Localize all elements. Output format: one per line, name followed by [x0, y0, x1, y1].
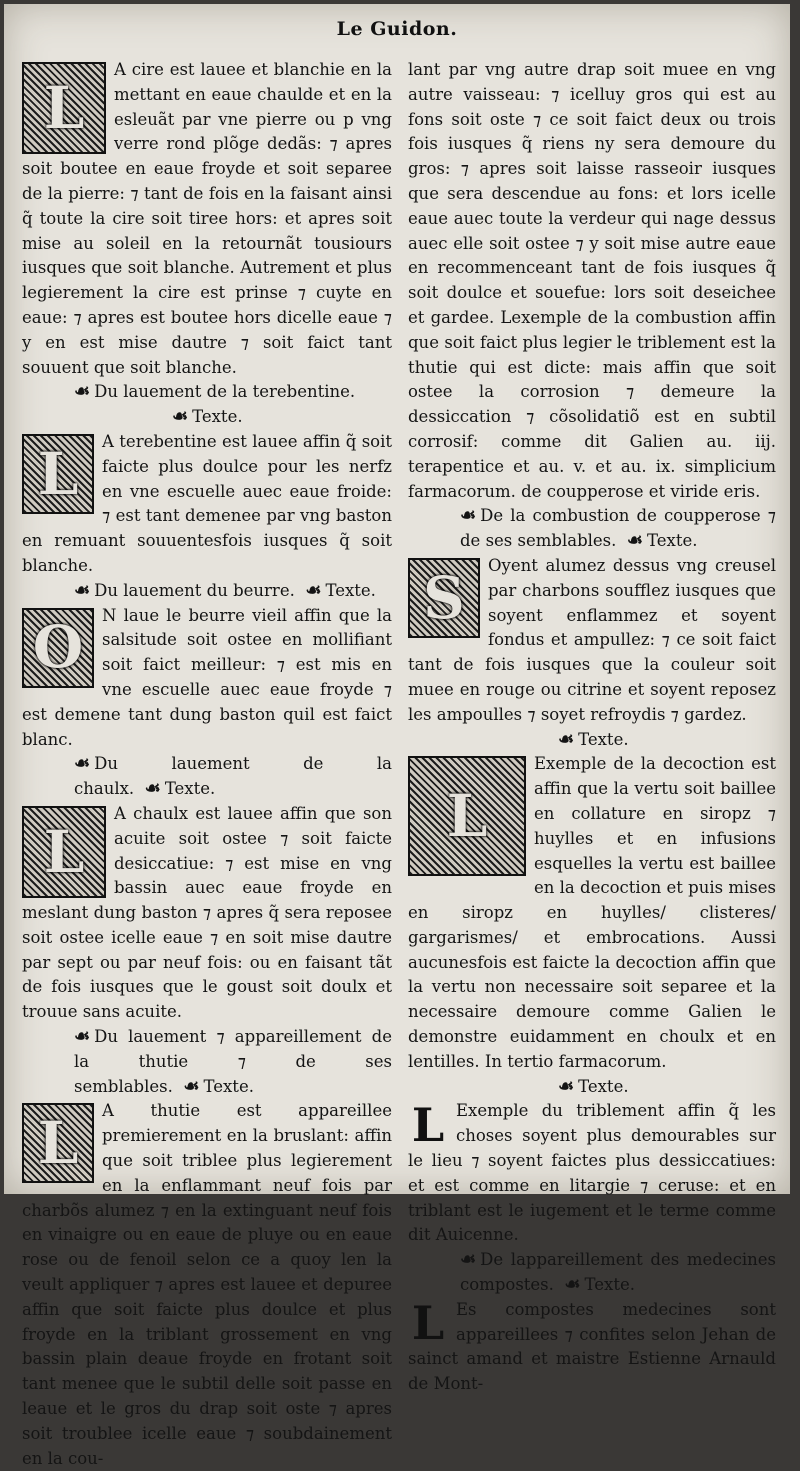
left-column — [22, 58, 392, 1471]
pilcrow-icon: ☙ — [74, 579, 91, 601]
section-heading: ☙ Du lauement de la terebentine. — [74, 381, 356, 403]
decorated-initial: L — [22, 434, 94, 514]
plain-initial: L — [411, 1296, 445, 1351]
paragraph: L Es compostes medecines sont appareillees ⁊ confites selon Jehan de sainct amand et maistre Estienne Arnauld de Mont- — [408, 1296, 776, 1394]
paragraph: L Exemple du triblement affin q̃ les choses soyent plus demourables sur le lieu ⁊ soyent faictes plus dessiccatiues: et est comme en litargie ⁊ ceruse: et en triblant est le iugement et le terme comme dit Auicenne. — [408, 1098, 776, 1245]
running-head: Le Guidon. — [336, 18, 458, 40]
pilcrow-icon: ☙ — [305, 579, 322, 601]
texte-label: ☙ Texte. — [558, 728, 629, 750]
right-column — [408, 58, 776, 1397]
section-heading: ☙ De la combustion de coupperose ⁊ de ses semblables. ☙ Texte. — [460, 505, 776, 552]
paragraph: L Exemple de la decoction est affin que la vertu soit baillee en collature en siropz ⁊ huylles et en infusions esquelles la vertu est baillee en la decoction et puis mises en siropz en huylles/ clisteres/ gargarismes/ et embrocations. Aussi aucunesfois est faicte la decoction affin que la vertu non necessaire soit separee et la necessaire demoure comme Galien le demonstre euidamment en choulx et en lentilles. In tertio farmacorum. — [408, 754, 776, 1071]
paragraph: O N laue le beurre vieil affin que la salsitude soit ostee en mollifiant soit faict meilleur: ⁊ est mis en vne escuelle auec eaue froyde ⁊ est demene tant dung baston quil est faict blanc. — [22, 605, 392, 749]
texte-label: ☙ Texte. — [172, 406, 243, 428]
section-heading: ☙ Du lauement ⁊ appareillement de la thutie ⁊ de ses semblables. ☙ Texte. — [74, 1026, 392, 1097]
paragraph: L A cire est lauee et blanchie en la mettant en eaue chaulde et en la esleuãt par vne pierre ou p vng verre rond plõge dedãs: ⁊ apres soit boutee en eaue froyde et soit separee de la pierre: ⁊ tant de fois en la faisant ainsi q̃ toute la cire soit tiree hors: et apres soit mise au soleil en la retournãt tousiours iusques que soit blanche. Autrement et plus legierement la cire est prinse ⁊ cuyte en eaue: ⁊ apres est boutee hors dicelle eaue ⁊ y en est mise dautre ⁊ soit faict tant souuent que soit blanche. — [22, 60, 392, 377]
decorated-initial: S — [408, 558, 480, 638]
section-heading: ☙ De lappareillement des medecines compostes. ☙ Texte. — [460, 1249, 776, 1296]
section-heading: ☙ Du lauement de la chaulx. ☙ Texte. — [74, 753, 392, 800]
decorated-initial: L — [22, 62, 106, 154]
pilcrow-icon: ☙ — [460, 505, 477, 527]
pilcrow-icon: ☙ — [564, 1274, 581, 1296]
plain-initial: L — [411, 1098, 445, 1153]
pilcrow-icon: ☙ — [74, 381, 91, 403]
pilcrow-icon: ☙ — [460, 1249, 477, 1271]
decorated-initial: L — [22, 806, 106, 898]
texte-label: ☙ Texte. — [558, 1075, 629, 1097]
pilcrow-icon: ☙ — [144, 778, 161, 800]
pilcrow-icon: ☙ — [74, 753, 91, 775]
paragraph: L A terebentine est lauee affin q̃ soit faicte plus doulce pour les nerfz en vne escuelle auec eaue froide: ⁊ est tant demenee par vng baston en remuant souuentesfois iusques q̃ soit blanche. — [22, 431, 392, 575]
paragraph: lant par vng autre drap soit muee en vng autre vaisseau: ⁊ icelluy gros qui est au fons soit oste ⁊ ce soit faict deux ou trois fois iusques q̃ riens ny sera demoure du gros: ⁊ apres soit laisse rasseoir iusques que sera descendue au fons: et lors icelle eaue auec toute la verdeur qui nage dessus auec elle soit ostee ⁊ y soit mise autre eaue en recommenceant tant de fois iusques q̃ soit doulce et souefue: lors soit deseichee et gardee. Lexemple de la combustion affin que soit faict plus legier le triblement est la thutie qui est dicte: mais affin que soit ostee la corrosion ⁊ demeure la dessiccation ⁊ cõsolidatiõ est en subtil corrosif: comme dit Galien au. iij. terapentice et au. v. et au. ix. simplicium farmacorum. de coupperose et viride eris. — [408, 60, 776, 501]
decorated-initial: O — [22, 608, 94, 688]
paragraph: S Oyent alumez dessus vng creusel par charbons soufflez iusques que soyent enflammez et soyent fondus et ampullez: ⁊ ce soit faict tant de fois iusques que la couleur soit muee en rouge ou citrine et soyent reposez les ampoulles ⁊ soyet refroydis ⁊ gardez. — [408, 555, 776, 724]
paragraph: L A thutie est appareillee premierement en la bruslant: affin que soit triblee plus legierement en la enflammant neuf fois par charbõs alumez ⁊ en la extinguant neuf fois en vinaigre ou en eaue de pluye ou en eaue rose ou de fenoil selon ce a quoy len la veult appliquer ⁊ apres est lauee et depuree affin que soit faicte plus doulce et plus froyde en la triblant grossement en vng bassin plain deaue froyde en frotant soit tant menee que le subtil delle soit passe en leaue et le gros du drap soit oste ⁊ apres soit troublee icelle eaue ⁊ soubdainement en la cou- — [22, 1101, 392, 1468]
decorated-initial: L — [22, 1103, 94, 1183]
pilcrow-icon: ☙ — [626, 530, 644, 552]
section-heading: ☙ Du lauement du beurre. ☙ Texte. — [74, 579, 376, 601]
paragraph: L A chaulx est lauee affin que son acuite soit ostee ⁊ soit faicte desiccatiue: ⁊ est mise en vng bassin auec eaue froyde en meslant dung baston ⁊ apres q̃ sera reposee soit ostee icelle eaue ⁊ en soit mise dautre par sept ou par neuf fois: ou en faisant tãt de fois iusques que le goust soit doulx et trouue sans acuite. — [22, 803, 392, 1022]
decorated-initial: L — [408, 756, 526, 876]
pilcrow-icon: ☙ — [183, 1075, 200, 1097]
pilcrow-icon: ☙ — [172, 406, 189, 428]
pilcrow-icon: ☙ — [558, 1075, 575, 1097]
pilcrow-icon: ☙ — [74, 1026, 91, 1048]
book-page — [4, 4, 790, 1468]
pilcrow-icon: ☙ — [558, 728, 575, 750]
